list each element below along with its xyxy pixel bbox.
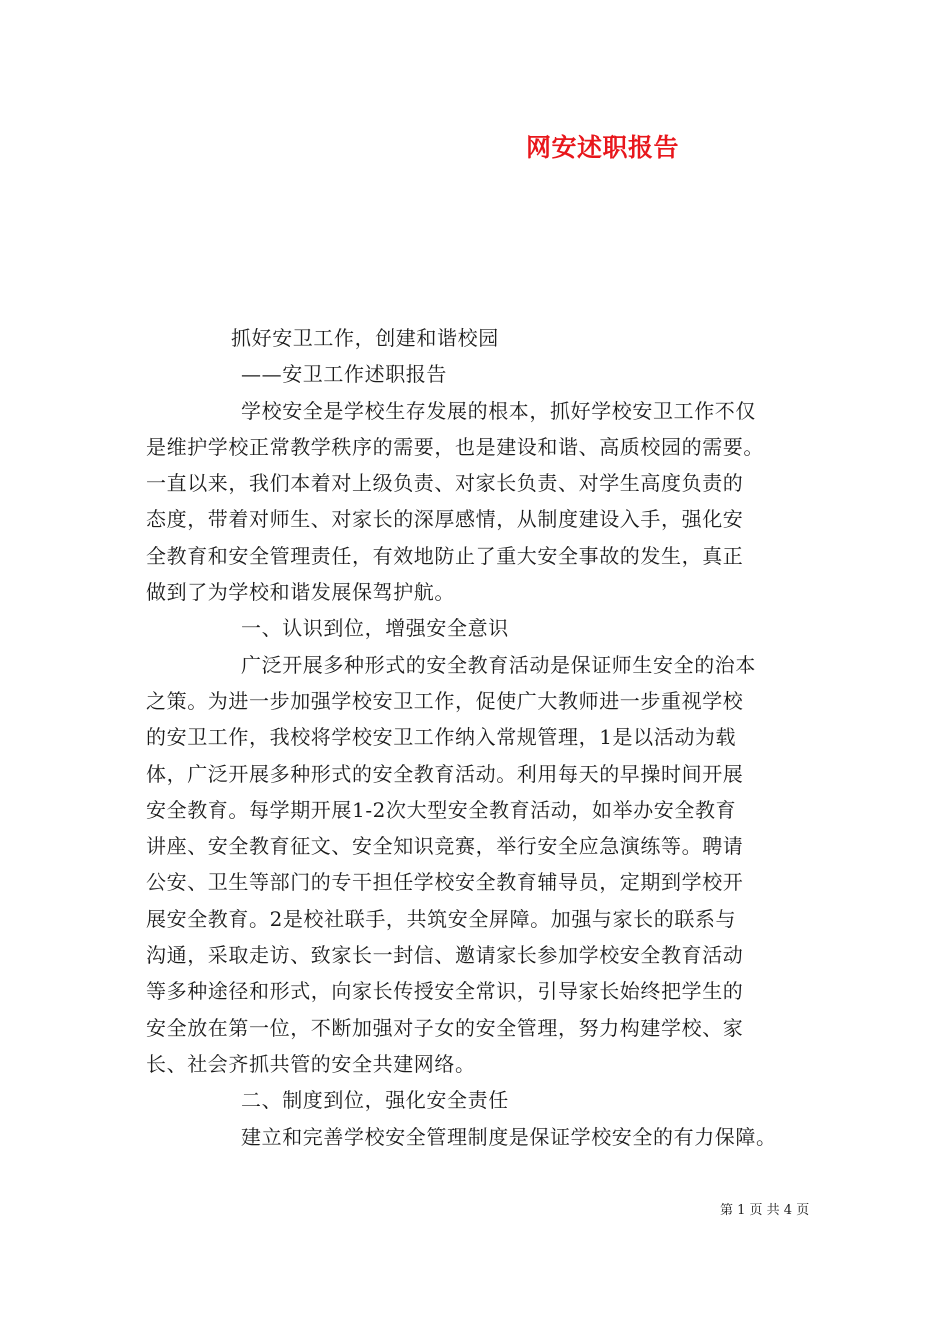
paragraph-line: 之策。为进一步加强学校安卫工作，促使广大教师进一步重视学校 — [146, 688, 744, 713]
paragraph-line: 的安卫工作，我校将学校安卫工作纳入常规管理，1是以活动为载 — [146, 725, 737, 750]
document-body — [146, 320, 822, 1155]
paragraph-line: 长、社会齐抓共管的安全共建网络。 — [146, 1051, 476, 1076]
paragraph-line: 安全教育。每学期开展1-2次大型安全教育活动，如举办安全教育 — [146, 797, 737, 822]
section-heading: 二、制度到位，强化安全责任 — [241, 1088, 509, 1113]
paragraph-line: 做到了为学校和谐发展保驾护航。 — [146, 580, 455, 605]
paragraph-line: 展安全教育。2是校社联手，共筑安全屏障。加强与家长的联系与 — [146, 906, 737, 931]
paragraph-line: 安全放在第一位，不断加强对子女的安全管理，努力构建学校、家 — [146, 1015, 744, 1040]
document-title: 网安述职报告 — [526, 133, 680, 162]
paragraph-line: 学校安全是学校生存发展的根本，抓好学校安卫工作不仅 — [241, 398, 756, 423]
paragraph-line: 态度，带着对师生、对家长的深厚感情，从制度建设入手，强化安 — [146, 507, 744, 532]
paragraph-line: 公安、卫生等部门的专干担任学校安全教育辅导员，定期到学校开 — [146, 870, 744, 895]
paragraph-line: 等多种途径和形式，向家长传授安全常识，引导家长始终把学生的 — [146, 979, 744, 1004]
paragraph-line: 建立和完善学校安全管理制度是保证学校安全的有力保障。 — [241, 1124, 777, 1149]
page-footer: 第 1 页 共 4 页 — [720, 1203, 810, 1218]
paragraph-line: 沟通，采取走访、致家长一封信、邀请家长参加学校安全教育活动 — [146, 943, 744, 968]
subtitle-line: 抓好安卫工作，创建和谐校园 — [231, 326, 499, 350]
subtitle-line: ——安卫工作述职报告 — [241, 362, 447, 387]
paragraph-line: 一直以来，我们本着对上级负责、对家长负责、对学生高度负责的 — [146, 471, 744, 496]
paragraph-line: 广泛开展多种形式的安全教育活动是保证师生安全的治本 — [241, 652, 756, 677]
paragraph-line: 全教育和安全管理责任，有效地防止了重大安全事故的发生，真正 — [146, 543, 744, 568]
section-heading: 一、认识到位，增强安全意识 — [241, 616, 509, 641]
paragraph-line: 是维护学校正常教学秩序的需要，也是建设和谐、高质校园的需要。 — [146, 434, 764, 459]
paragraph-line: 讲座、安全教育征文、安全知识竞赛，举行安全应急演练等。聘请 — [146, 834, 744, 859]
paragraph-line: 体，广泛开展多种形式的安全教育活动。利用每天的早操时间开展 — [146, 761, 744, 786]
